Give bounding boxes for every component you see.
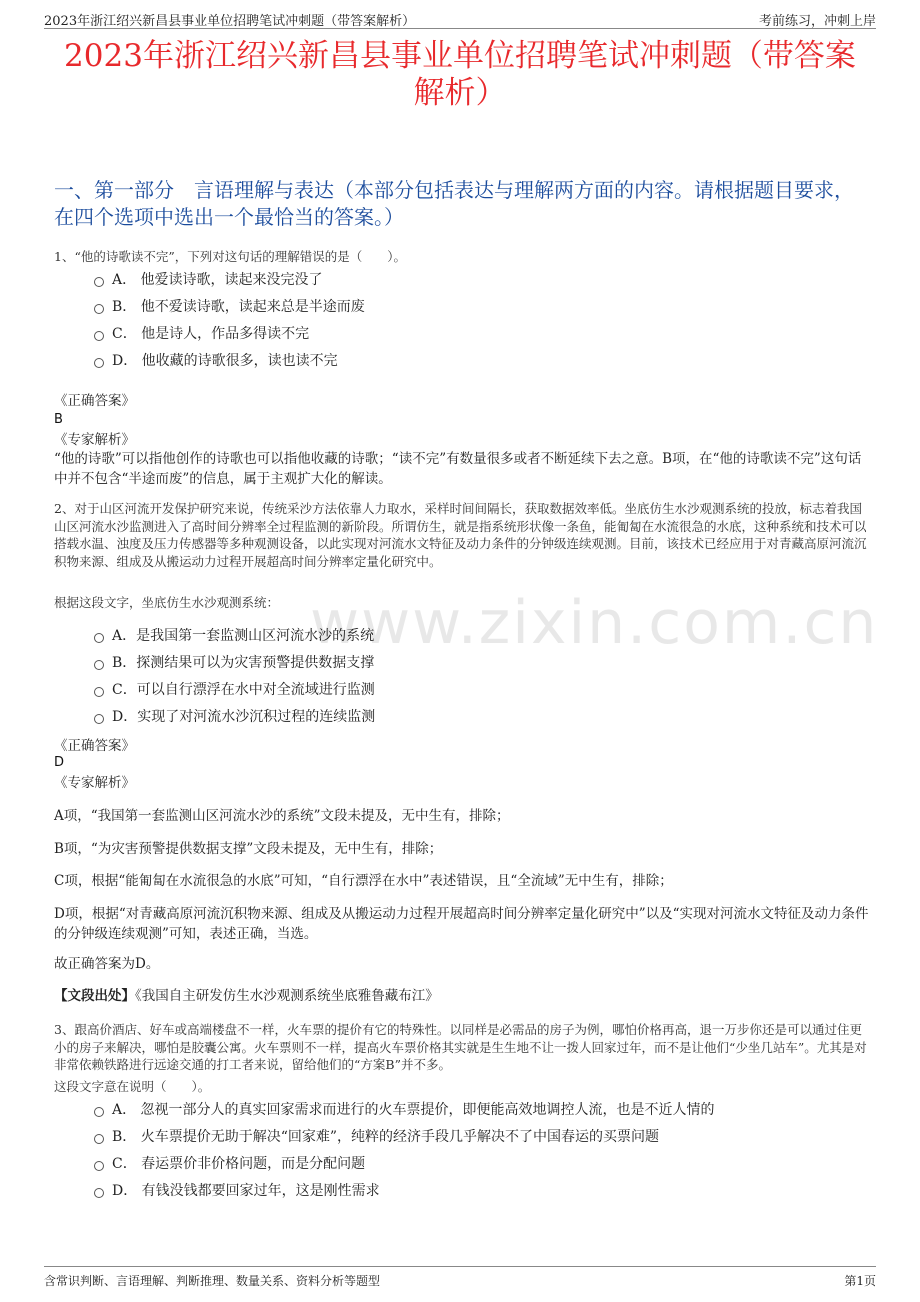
question-1-stem: 1、“他的诗歌读不完”，下列对这句话的理解错误的是（ ）。 xyxy=(54,249,406,264)
radio-icon[interactable] xyxy=(94,660,104,670)
q2-analysis-a: A项，“我国第一套监测山区河流水沙的系统”文段未提及，无中生有，排除； xyxy=(54,808,510,824)
radio-icon[interactable] xyxy=(94,687,104,697)
radio-icon[interactable] xyxy=(94,1107,104,1117)
q2-answer: D xyxy=(54,755,65,770)
radio-icon[interactable] xyxy=(94,714,104,724)
document-title: 2023年浙江绍兴新昌县事业单位招聘笔试冲刺题（带答案解析） xyxy=(64,38,856,111)
radio-icon[interactable] xyxy=(94,277,104,287)
watermark: www.zixin.com.cn xyxy=(310,588,879,658)
page-number: 第1页 xyxy=(844,1274,876,1288)
section-heading: 一、第一部分 言语理解与表达（本部分包括表达与理解两方面的内容。请根据题目要求，在四个选项中选出一个最恰当的答案。） xyxy=(54,178,854,229)
radio-icon[interactable] xyxy=(94,358,104,368)
radio-icon[interactable] xyxy=(94,331,104,341)
q1-answer-label: 《正确答案》 xyxy=(54,393,135,409)
q2-option-d[interactable]: D．实现了对河流水沙沉积过程的连续监测 xyxy=(94,708,375,726)
q3-option-a[interactable]: A． 忽视一部分人的真实回家需求而进行的火车票提价，即便能高效地调控人流，也是不近人情的 xyxy=(94,1101,715,1119)
q2-option-a[interactable]: A．是我国第一套监测山区河流水沙的系统 xyxy=(94,627,374,645)
q3-option-c[interactable]: C． 春运票价非价格问题，而是分配问题 xyxy=(94,1155,365,1173)
header-slogan: 考前练习，冲刺上岸 xyxy=(758,14,876,29)
q2-analysis-label: 《专家解析》 xyxy=(54,775,135,791)
page-header xyxy=(44,8,876,29)
question-2-prompt: 根据这段文字，坐底仿生水沙观测系统： xyxy=(54,595,280,610)
q1-option-c[interactable]: C． 他是诗人，作品多得读不完 xyxy=(94,325,309,343)
q1-analysis-label: 《专家解析》 xyxy=(54,432,135,448)
q2-analysis-c: C项，根据“能匍匐在水流很急的水底”可知，“自行漂浮在水中”表述错误，且“全流域”无中生有，排除； xyxy=(54,873,673,889)
page-footer xyxy=(44,1266,876,1289)
q3-option-b[interactable]: B． 火车票提价无助于解决“回家难”，纯粹的经济手段几乎解决不了中国春运的买票问题 xyxy=(94,1128,659,1146)
q1-option-a[interactable]: A． 他爱读诗歌，读起来没完没了 xyxy=(94,271,323,289)
q2-answer-label: 《正确答案》 xyxy=(54,738,135,754)
radio-icon[interactable] xyxy=(94,304,104,314)
radio-icon[interactable] xyxy=(94,1188,104,1198)
q1-option-d[interactable]: D． 他收藏的诗歌很多，读也读不完 xyxy=(94,352,338,370)
q2-option-c[interactable]: C．可以自行漂浮在水中对全流域进行监测 xyxy=(94,681,375,699)
question-3-prompt: 这段文字意在说明（ ）。 xyxy=(54,1079,211,1094)
q1-answer: B xyxy=(54,412,63,427)
q2-analysis-b: B项，“为灾害预警提供数据支撑”文段未提及，无中生有，排除； xyxy=(54,841,443,857)
q3-option-d[interactable]: D． 有钱没钱都要回家过年，这是刚性需求 xyxy=(94,1182,380,1200)
radio-icon[interactable] xyxy=(94,1134,104,1144)
question-3-stem: 3、跟高价酒店、好车或高端楼盘不一样，火车票的提价有它的特殊性。以同样是必需品的房子为例，哪怕价格再高，退一万步你还是可以通过住更小的房子来解决，哪怕是胶囊公寓。火车票则不一样，提高火车票价格其实就是生生地不让一拨人回家过年，而不是让他们“少坐几站车”。尤其是对非常依赖铁路进行远途交通的打工者来说，留给他们的“方案B”并不多。 xyxy=(54,1022,867,1072)
radio-icon[interactable] xyxy=(94,633,104,643)
footer-question-types: 含常识判断、言语理解、判断推理、数量关系、资料分析等题型 xyxy=(44,1274,381,1288)
header-doc-title: 2023年浙江绍兴新昌县事业单位招聘笔试冲刺题（带答案解析） xyxy=(44,14,416,29)
q1-analysis: “他的诗歌”可以指他创作的诗歌也可以指他收藏的诗歌；“读不完”有数量很多或者不断延续下去之意。B项，在“他的诗歌读不完”这句话中并不包含“半途而废”的信息，属于主观扩大化的解读。 xyxy=(54,451,862,487)
q2-analysis-d: D项，根据“对青藏高原河流沉积物来源、组成及从搬运动力过程开展超高时间分辨率定量化研究中”以及“实现对河流水文特征及动力条件的分钟级连续观测”可知，表述正确，当选。 xyxy=(54,906,869,942)
q2-option-b[interactable]: B．探测结果可以为灾害预警提供数据支撑 xyxy=(94,654,374,672)
q1-option-b[interactable]: B． 他不爱读诗歌，读起来总是半途而废 xyxy=(94,298,365,316)
radio-icon[interactable] xyxy=(94,1161,104,1171)
q2-source: 【文段出处】《我国自主研发仿生水沙观测系统坐底雅鲁藏布江》 xyxy=(54,988,439,1004)
question-2-stem: 2、对于山区河流开发保护研究来说，传统采沙方法依靠人力取水，采样时间间隔长，获取数据效率低。坐底仿生水沙观测系统的投放，标志着我国山区河流水沙监测进入了高时间分辨率全过程监测的新阶段。所谓仿生，就是指系统形状像一条鱼，能匍匐在水流很急的水底，这种系统和技术可以搭载水温、浊度及压力传感器等多种观测设备，以此实现对河流水文特征及动力条件的分钟级连续观测。目前，该技术已经应用于对青藏高原河流沉积物来源、组成及从搬运动力过程开展超高时间分辨率定量化研究中。 xyxy=(54,501,867,569)
q2-conclusion: 故正确答案为D。 xyxy=(54,956,160,972)
